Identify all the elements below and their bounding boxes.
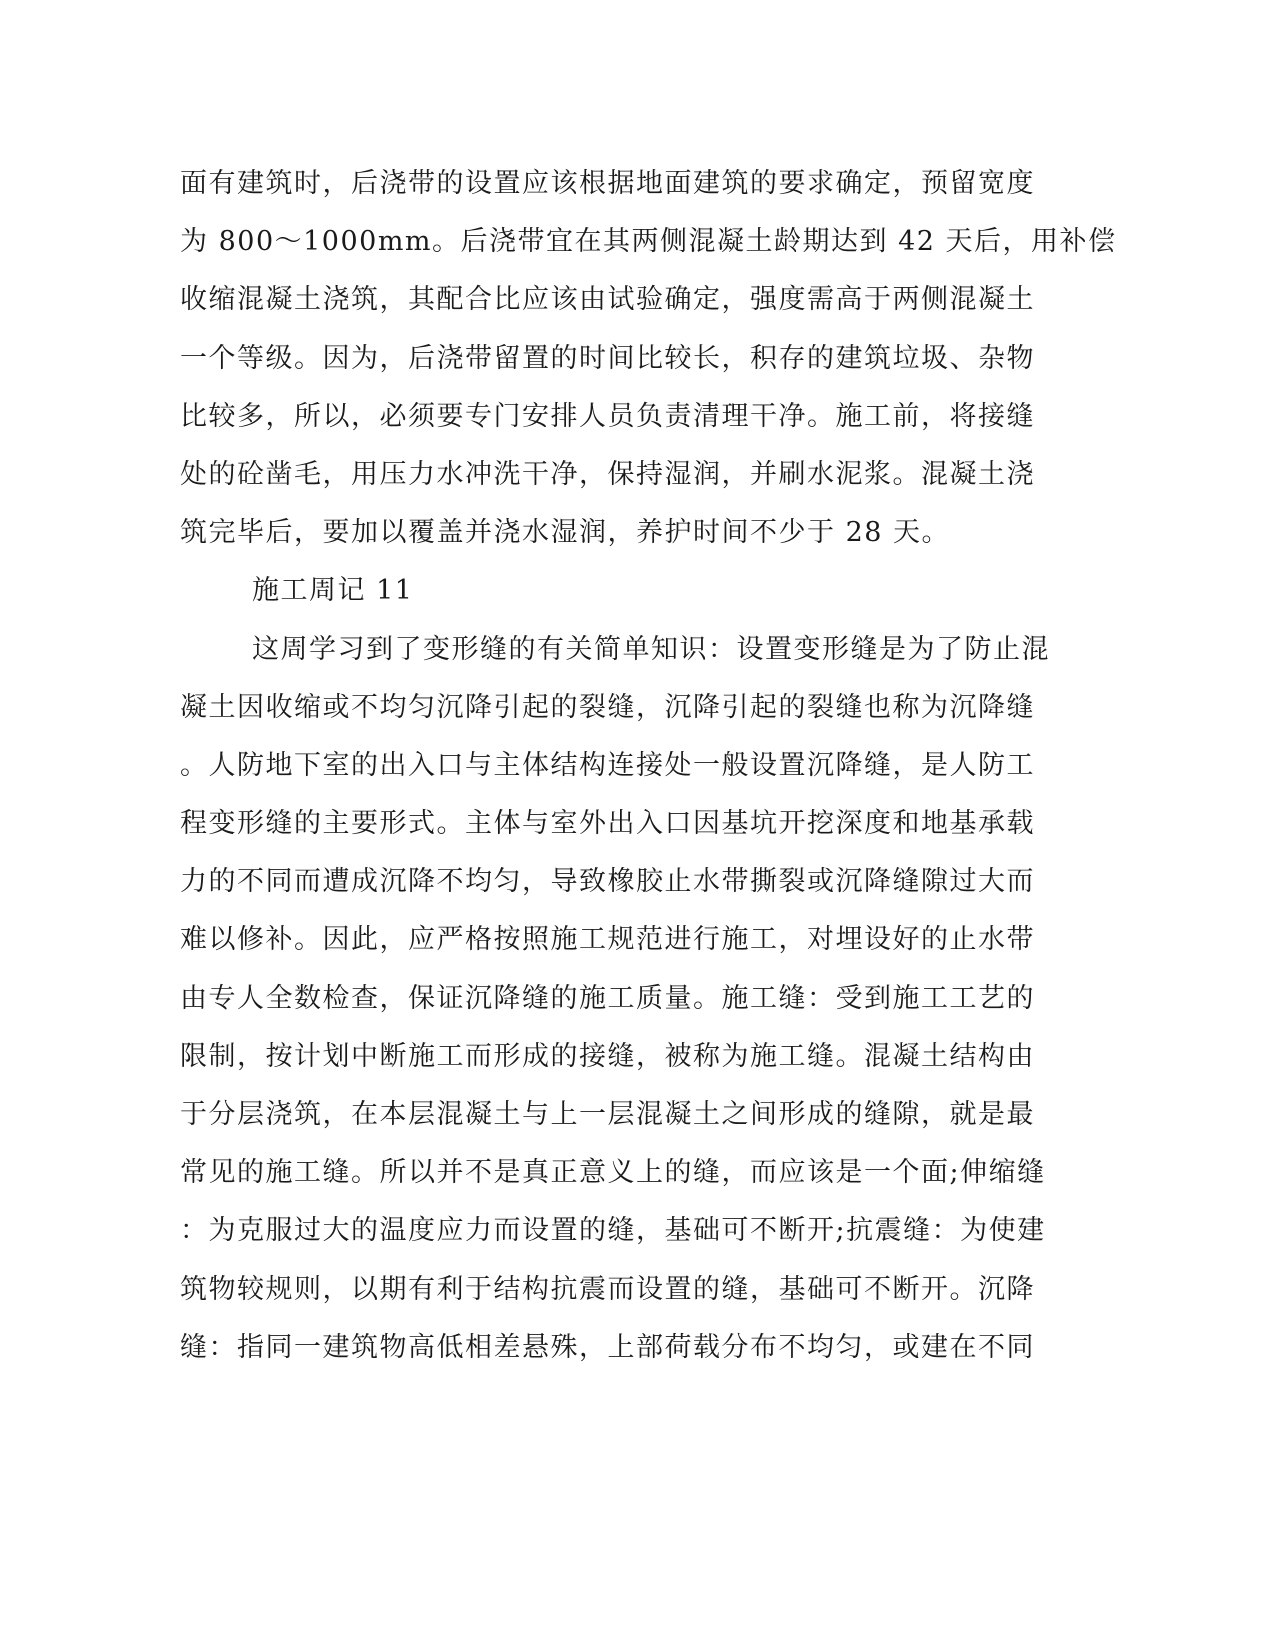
text-line: 由专人全数检查，保证沉降缝的施工质量。施工缝：受到施工工艺的 <box>180 982 1035 1014</box>
text-line: 为 800～1000mm。后浇带宜在其两侧混凝土龄期达到 42 天后，用补偿 <box>180 226 1117 258</box>
paragraph-2 <box>180 621 1050 1377</box>
text-line: 比较多，所以，必须要专门安排人员负责清理干净。施工前，将接缝 <box>180 400 1035 432</box>
text-line: 收缩混凝土浇筑，其配合比应该由试验确定，强度需高于两侧混凝土 <box>180 284 1035 316</box>
text-line: 面有建筑时，后浇带的设置应该根据地面建筑的要求确定，预留宽度 <box>180 168 1035 199</box>
text-line: ：为克服过大的温度应力而设置的缝，基础可不断开;抗震缝：为使建 <box>180 1215 1046 1247</box>
text-line: 一个等级。因为，后浇带留置的时间比较长，积存的建筑垃圾、杂物 <box>180 342 1035 374</box>
text-line: 限制，按计划中断施工而形成的接缝，被称为施工缝。混凝土结构由 <box>180 1040 1035 1072</box>
text-line: 筑物较规则，以期有利于结构抗震而设置的缝，基础可不断开。沉降 <box>180 1273 1035 1305</box>
text-line: 凝土因收缩或不均匀沉降引起的裂缝，沉降引起的裂缝也称为沉降缝 <box>180 691 1035 723</box>
paragraph-1 <box>180 155 1117 562</box>
text-line: 常见的施工缝。所以并不是真正意义上的缝，而应该是一个面;伸缩缝 <box>180 1157 1046 1189</box>
text-line: 难以修补。因此，应严格按照施工规范进行施工，对埋设好的止水带 <box>180 924 1035 956</box>
text-line: 缝：指同一建筑物高低相差悬殊，上部荷载分布不均匀，或建在不同 <box>180 1331 1035 1363</box>
section-heading: 施工周记 11 <box>252 575 414 607</box>
text-line: 处的砼凿毛，用压力水冲洗干净，保持湿润，并刷水泥浆。混凝土浇 <box>180 458 1035 490</box>
text-line: 筑完毕后，要加以覆盖并浇水湿润，养护时间不少于 28 天。 <box>180 517 951 549</box>
text-line: 。人防地下室的出入口与主体结构连接处一般设置沉降缝，是人防工 <box>180 749 1035 781</box>
text-line: 力的不同而遭成沉降不均匀，导致橡胶止水带撕裂或沉降缝隙过大而 <box>180 866 1035 898</box>
text-line: 于分层浇筑，在本层混凝土与上一层混凝土之间形成的缝隙，就是最 <box>180 1099 1035 1130</box>
text-line: 程变形缝的主要形式。主体与室外出入口因基坑开挖深度和地基承载 <box>180 808 1035 840</box>
text-line: 这周学习到了变形缝的有关简单知识：设置变形缝是为了防止混 <box>252 633 1050 665</box>
document-body <box>180 155 1117 1377</box>
